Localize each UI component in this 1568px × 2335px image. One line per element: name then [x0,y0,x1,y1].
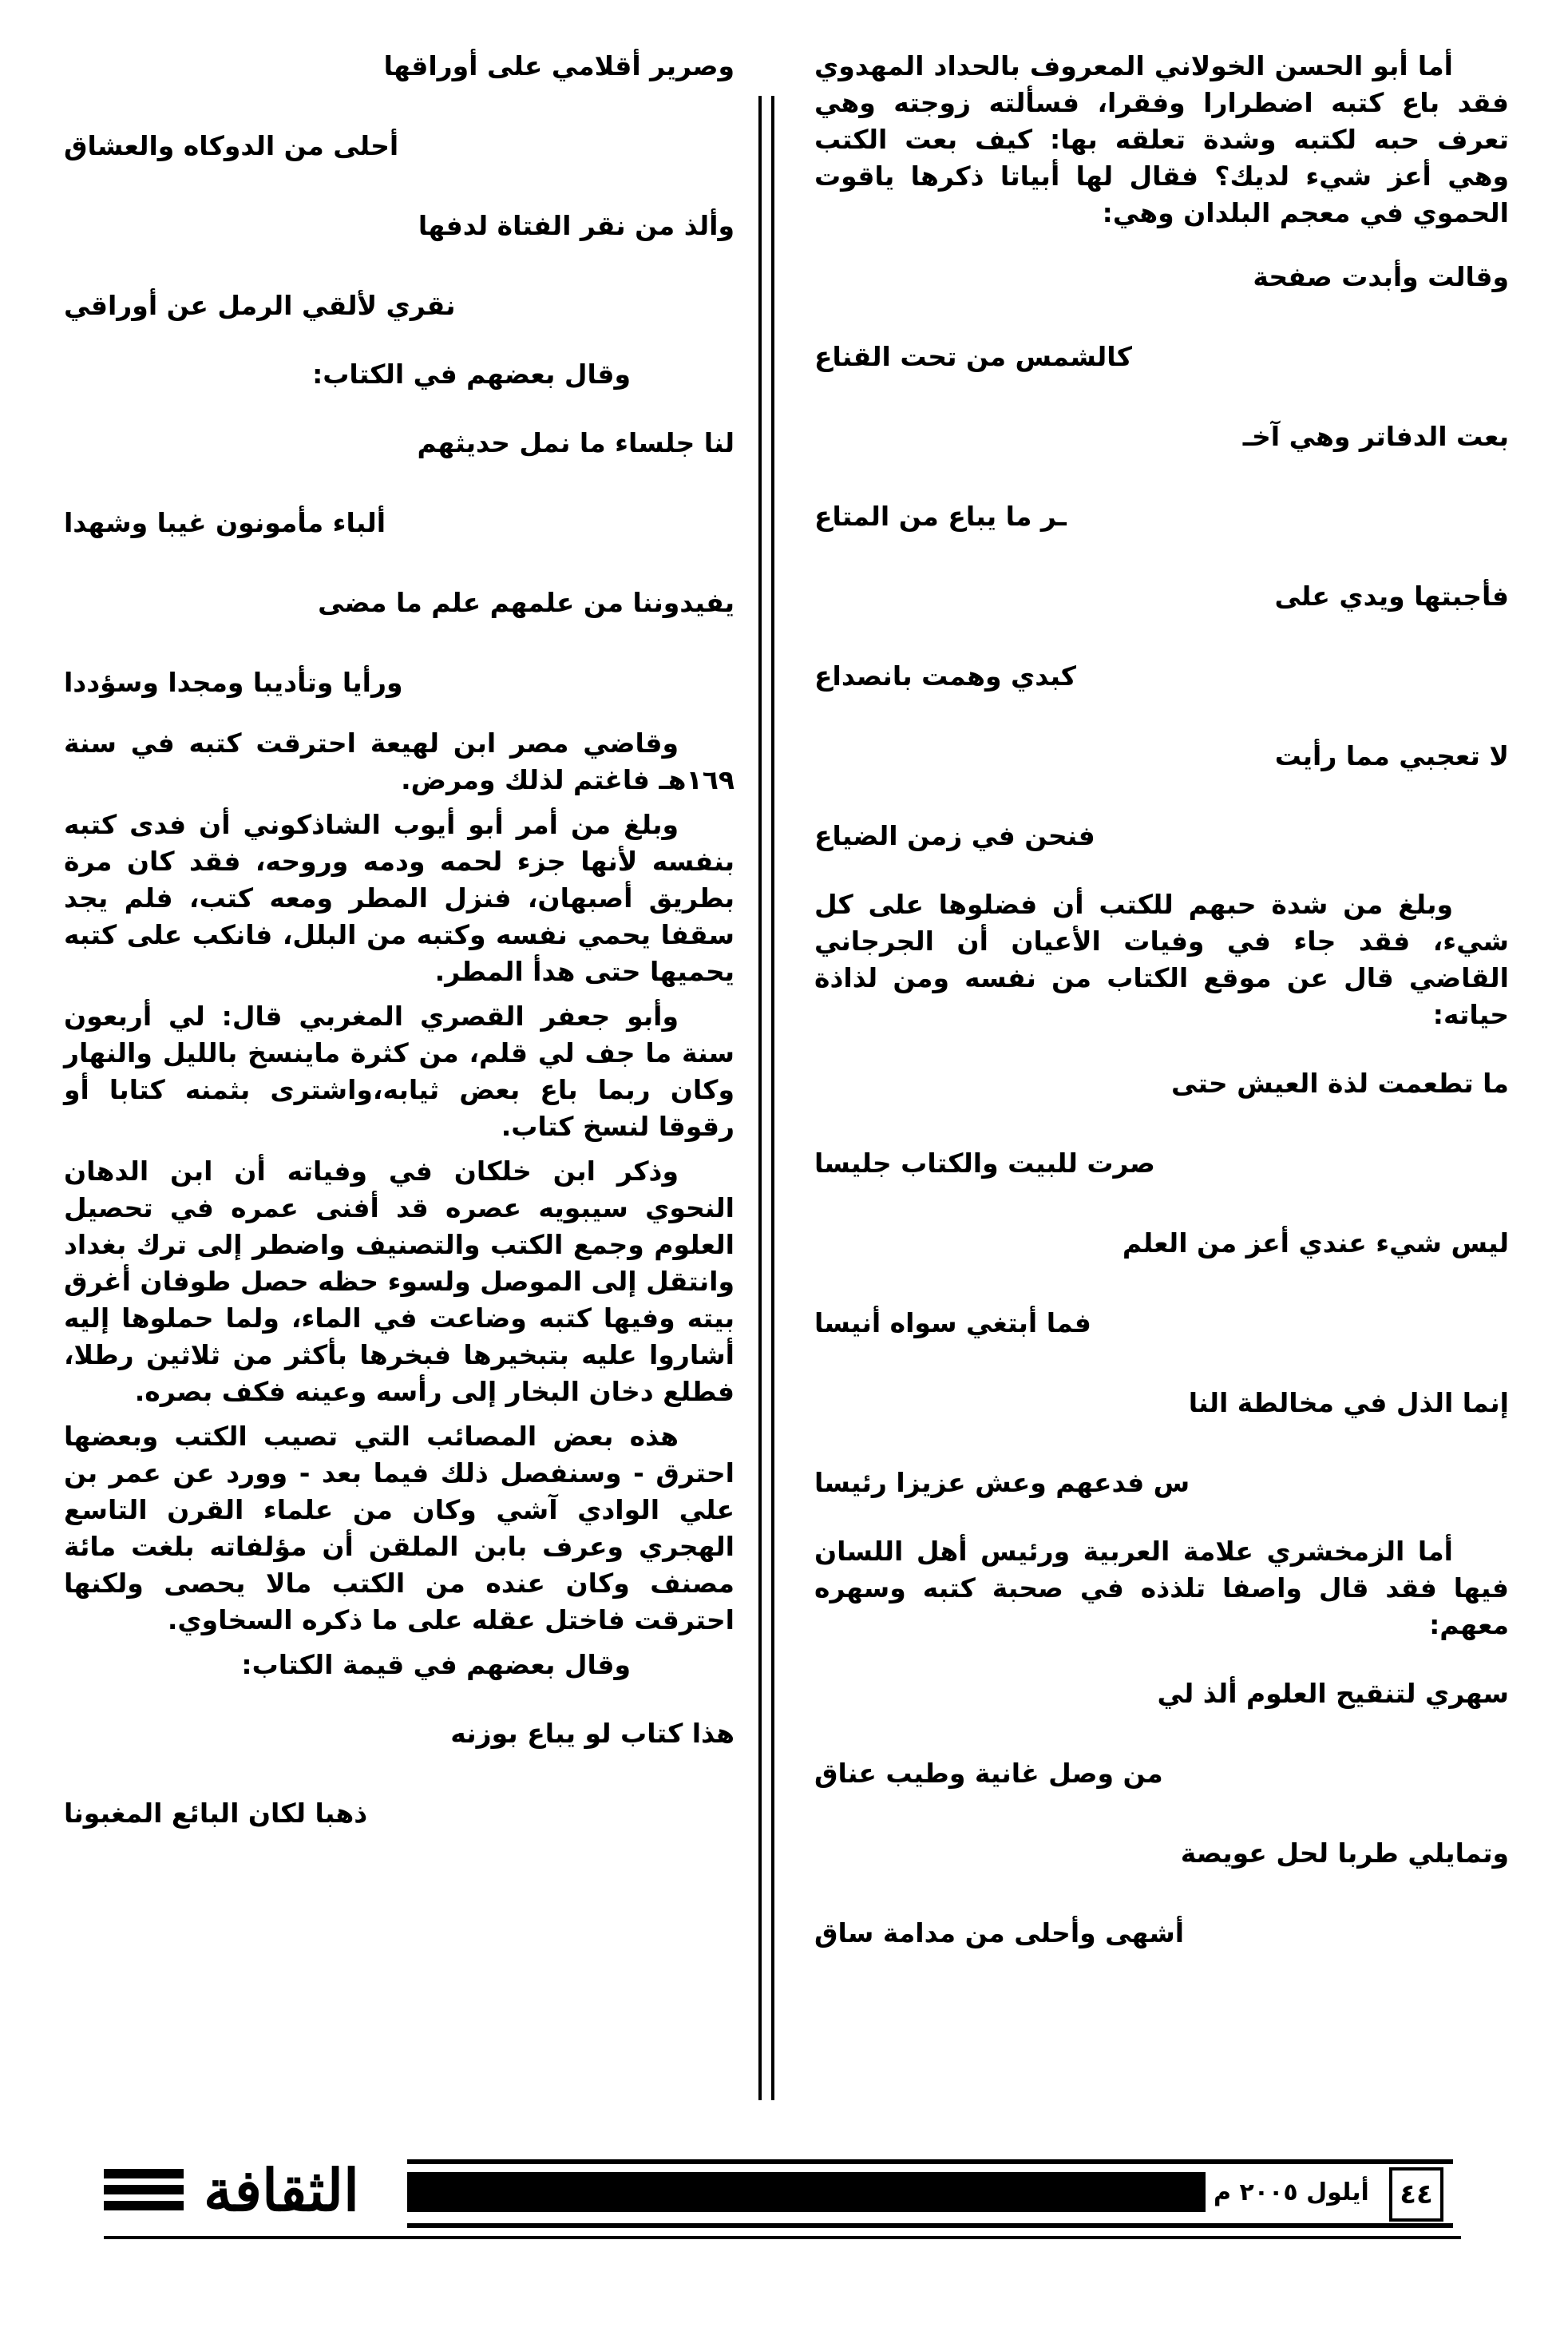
issue-date: أيلول ٢٠٠٥ م [1214,2178,1369,2206]
paragraph: وبلغ من أمر أبو أيوب الشاذكوني أن فدى كتبه بنفسه لأنها جزء لحمه ودمه وروحه، فقد كان مرة بطريق أصبهان، فنزل المطر ومعه كتب، فلم يجد سقفا يحمي نفسه وكتبه من البلل، فانكب على كتبه يحميها حتى هدأ المطر. [64,809,735,987]
paragraph: وقاضي مصر ابن لهيعة احترقت كتبه في سنة ١٦٩هـ فاغتم لذلك ومرض. [64,727,735,795]
footer-rule [407,2159,1453,2164]
right-column [814,48,1509,1952]
verse-hemistich: نقري لألقي الرمل عن أوراقي [64,290,456,321]
verse-hemistich: أحلى من الدوكاه والعشاق [64,130,399,161]
paragraph: وبلغ من شدة حبهم للكتب أن فضلوها على كل شيء، فقد جاء في وفيات الأعيان أن الجرجاني القاضي قال عن موقع الكتاب من نفسه ومن لذاذة حياته: [814,889,1509,1030]
verse-hemistich: يفيدوننا من علمهم علم ما مضى [318,587,735,618]
verse-hemistich: فنحن في زمن الضياع [814,820,1095,851]
verse-hemistich: كالشمس من تحت القناع [814,341,1132,372]
verse-hemistich: ورأيا وتأديبا ومجدا وسؤددا [64,667,403,698]
verse-hemistich: ـر ما يباع من المتاع [814,501,1067,532]
poem-block [64,48,735,324]
paragraph: وذكر ابن خلكان في وفياته أن ابن الدهان النحوي سيبويه عصره قد أفنى عمره في تحصيل العلوم وجمع الكتب والتصنيف واضطر إلى ترك بغداد وانتقل إلى الموصل ولسوء حظه حصل طوفان أغرق بيته وفيها كتبه وضاعت في الماء، ولما حملوها إليه أشاروا عليه بتبخيرها فبخرها بأكثر من ثلاثين رطلا، فطلع دخان البخار إلى رأسه وعينه فكف بصره. [64,1156,735,1407]
poem-block [814,1065,1509,1501]
verse-hemistich: ما تطعمت لذة العيش حتى [1170,1068,1509,1099]
paragraph: أما الزمخشري علامة العربية ورئيس أهل اللسان فيها فقد قال واصفا تلذذه في صحبة كتبه وسهره معهم: [814,1536,1509,1640]
column-divider [771,96,774,2100]
verse-hemistich: هذا كتاب لو يباع بوزنه [450,1718,735,1749]
poem-block [64,1715,735,1832]
verse-hemistich: س فدعهم وعش عزيزا رئيسا [814,1467,1190,1498]
page-footer [0,2148,1568,2244]
verse-hemistich: وصرير أقلامي على أوراقها [383,50,735,81]
poem-block [814,1675,1509,1952]
magazine-logo: الثقافة [204,2156,360,2224]
verse-hemistich: صرت للبيت والكتاب جليسا [814,1148,1155,1179]
verse-hemistich: ذهبا لكان البائع المغبونا [64,1798,368,1829]
verse-hemistich: لا تعجبي مما رأيت [1274,740,1509,771]
poem-intro: وقال بعضهم في قيمة الكتاب: [241,1649,631,1680]
paragraph: أما أبو الحسن الخولاني المعروف بالحداد المهدوي فقد باع كتبه اضطرارا وفقرا، فسألته زوجته وهي تعرف حبه لكتبه وشدة تعلقه بها: كيف بعت الكتب وهي أعز شيء لديك؟ فقال لها أبياتا ذكرها ياقوت الحموي في معجم البلدان وهي: [814,50,1509,228]
verse-hemistich: وقالت وأبدت صفحة [1253,261,1509,292]
verse-hemistich: بعت الدفاتر وهي آخـ [1242,421,1509,452]
footer-band [407,2172,1206,2212]
footer-rule [407,2223,1453,2228]
verse-hemistich: من وصل غانية وطيب عناق [814,1758,1163,1789]
verse-hemistich: فأجبتها ويدي على [1274,581,1509,612]
poem-intro: وقال بعضهم في الكتاب: [312,359,631,390]
poem-block [814,259,1509,854]
logo-bars-decoration [104,2169,184,2225]
poem-block [64,425,735,701]
bottom-rule [104,2236,1461,2239]
paragraph: هذه بعض المصائب التي تصيب الكتب وبعضها احترق - وسنفصل ذلك فيما بعد - وورد عن عمر بن علي الوادي آشي وكان من علماء القرن التاسع الهجري وعرف بابن الملقن أن مؤلفاته بلغت مائة مصنف وكان عنده من الكتب مالا يحصى ولكنها احترقت فاختل عقله على ما ذكره السخاوي. [64,1421,735,1635]
verse-hemistich: إنما الذل في مخالطة النا [1188,1387,1509,1418]
paragraph: وأبو جعفر القصري المغربي قال: لي أربعون سنة ما جف لي قلم، من كثرة ماينسخ بالليل والنهار وكان ربما باع بعض ثيابه،واشترى بثمنه كتابا أو رقوقا لنسخ كتاب. [64,1001,735,1142]
verse-hemistich: فما أبتغي سواه أنيسا [814,1307,1091,1338]
column-divider [758,96,762,2100]
verse-hemistich: سهري لتنقيح العلوم ألذ لي [1157,1678,1509,1709]
page-number: ٤٤ [1389,2167,1443,2222]
verse-hemistich: أشهى وأحلى من مدامة ساق [814,1917,1185,1948]
verse-hemistich: ليس شيء عندي أعز من العلم [1122,1227,1509,1259]
verse-hemistich: وألذ من نقر الفتاة لدفها [418,210,735,241]
verse-hemistich: كبدي وهمت بانصداع [814,660,1077,692]
verse-hemistich: وتمايلي طربا لحل عويصة [1180,1837,1509,1869]
verse-hemistich: لنا جلساء ما نمل حديثهم [417,427,735,458]
verse-hemistich: ألباء مأمونون غيبا وشهدا [64,507,386,538]
left-column [64,48,735,1832]
